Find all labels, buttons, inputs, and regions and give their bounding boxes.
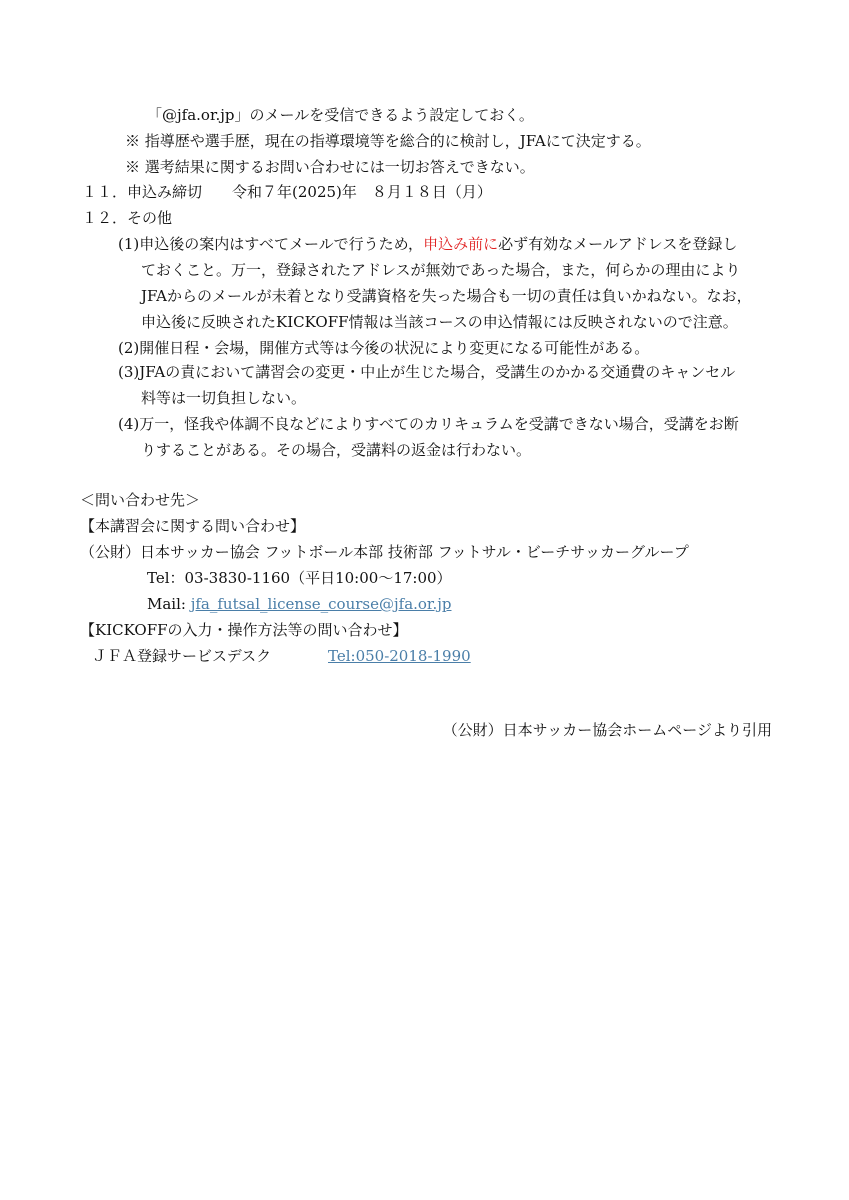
other-item-2: (2)開催日程・会場，開催方式等は今後の状況により変更になる可能性がある。 — [118, 339, 650, 357]
contact-heading: ＜問い合わせ先＞ — [80, 491, 201, 509]
contact-1-mail-link[interactable]: jfa_futsal_license_course@jfa.or.jp — [190, 595, 452, 613]
other-item-4-line-2: りすることがある。その場合，受講料の返金は行わない。 — [141, 441, 532, 459]
contact-1-title: 【本講習会に関する問い合わせ】 — [80, 517, 306, 535]
other-item-1-line-4: 申込後に反映されたKICKOFF情報は当該コースの申込情報には反映されないので注意。 — [141, 313, 738, 331]
other-item-3-line-2: 料等は一切負担しない。 — [141, 389, 307, 407]
other-item-1-line-3: JFAからのメールが未着となり受講資格を失った場合も一切の責任は負いかねない。なお， — [141, 287, 752, 305]
contact-1-organization: （公財）日本サッカー協会 フットボール本部 技術部 フットサル・ビーチサッカーグループ — [80, 543, 689, 561]
red-emphasis: 申込み前に — [423, 235, 499, 253]
other-item-4-line-1: (4)万一，怪我や体調不良などによりすべてのカリキュラムを受講できない場合，受講をお断 — [118, 415, 739, 433]
contact-1-mail-label: Mail: — [147, 595, 191, 613]
contact-2-title: 【KICKOFFの入力・操作方法等の問い合わせ】 — [80, 621, 408, 639]
other-item-1-text: (1)申込後の案内はすべてメールで行うため， — [118, 235, 424, 253]
contact-2-tel-text[interactable]: Tel:050-2018-1990 — [328, 647, 471, 665]
selection-note: ※ 指導歴や選手歴，現在の指導環境等を総合的に検討し，JFAにて決定する。 — [125, 132, 651, 150]
email-setup-note: 「@jfa.or.jp」のメールを受信できるよう設定しておく。 — [147, 106, 534, 124]
contact-2-desk: ＪＦＡ登録サービスデスク — [92, 647, 272, 665]
contact-2-tel-link[interactable] — [328, 646, 471, 666]
other-item-3-line-1: (3)JFAの責において講習会の変更・中止が生じた場合，受講生のかかる交通費のキャンセル — [118, 363, 736, 381]
other-item-1-text-cont: 必ず有効なメールアドレスを登録し — [498, 235, 738, 253]
other-item-1-line-2: ておくこと。万一，登録されたアドレスが無効であった場合，また，何らかの理由により — [141, 261, 741, 279]
other-item-1-line-1 — [118, 234, 737, 254]
citation: （公財）日本サッカー協会ホームページより引用 — [442, 721, 772, 739]
other-heading: １２．その他 — [82, 209, 173, 227]
contact-1-tel: Tel：03-3830-1160（平日10:00～17:00） — [147, 569, 452, 587]
deadline-item: １１．申込み締切 令和７年(2025)年 ８月１８日（月） — [82, 183, 492, 201]
inquiry-note: ※ 選考結果に関するお問い合わせには一切お答えできない。 — [125, 158, 535, 176]
contact-1-mail-row — [147, 594, 451, 614]
